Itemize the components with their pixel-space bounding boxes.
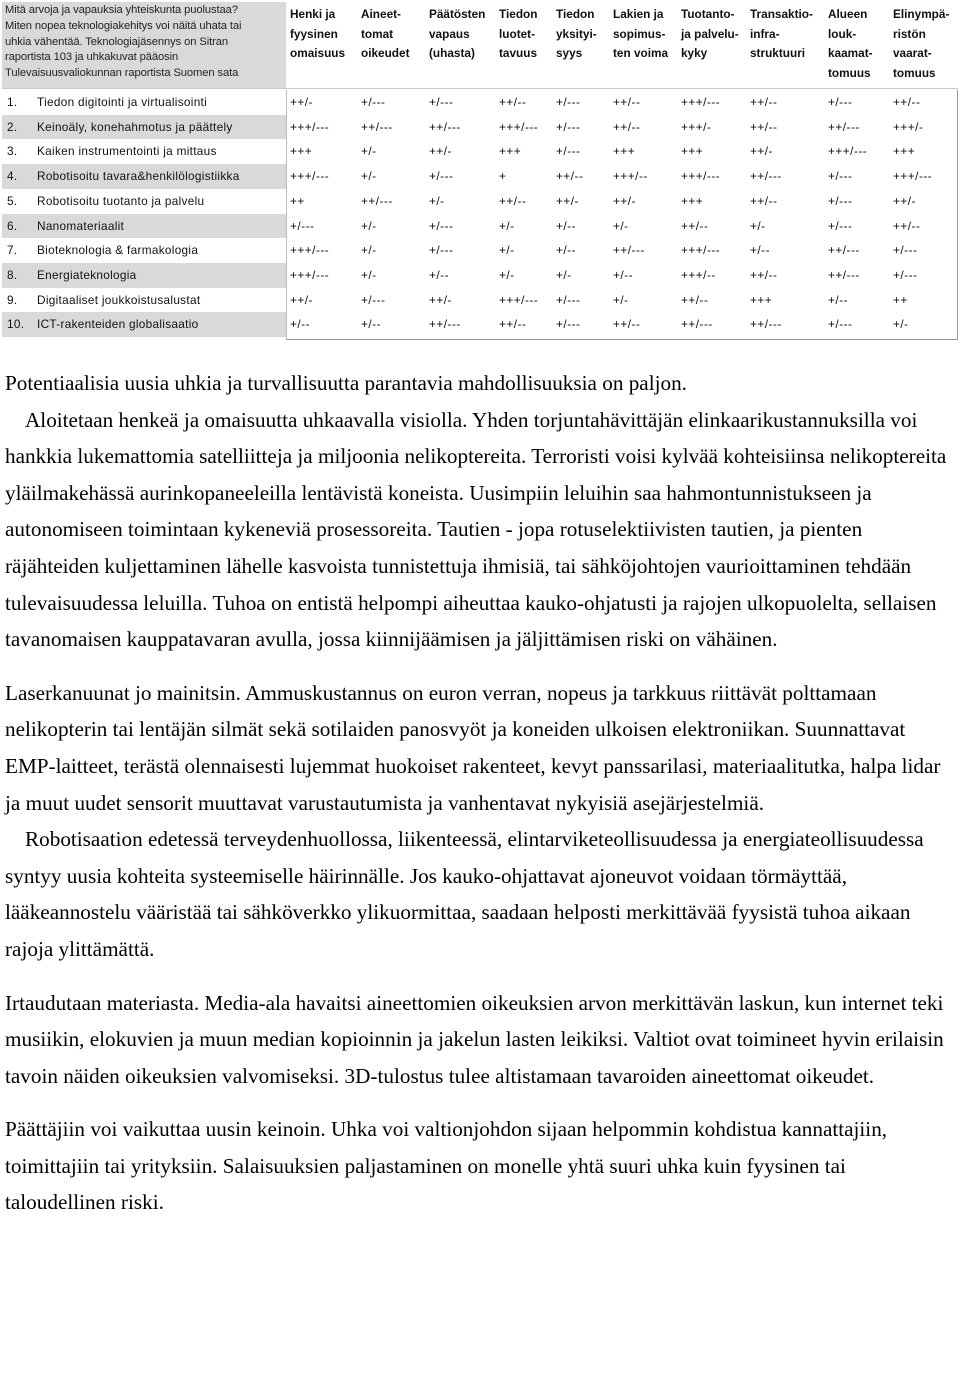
- column-header: Alueen louk- kaamat- tomuus: [828, 7, 873, 80]
- paragraph-intangible-rights: Irtaudutaan materiasta. Media-ala havaitsi aineettomien oikeuksien arvon merkittävän laskun, kun internet teki musiikin, elokuvien ja muun median kopioinnin ja jakelun lasten leikiksi. Valtiot ovat toimineet hyvin erilaisin tavoin näiden oikeuksien valvomiseksi. 3D-tulostus tulee altistamaan tavaroiden aineettomat oikeudet.: [5, 990, 944, 1088]
- row-label: [2, 288, 286, 313]
- threat-matrix-table: [2, 2, 958, 342]
- table-cell: +/--: [613, 267, 634, 282]
- row-technology: Energiateknologia: [37, 267, 137, 282]
- row-number: 8.: [7, 267, 18, 282]
- row-label: [2, 189, 286, 214]
- table-cell: ++/--: [750, 267, 778, 282]
- table-cell: ++/-: [429, 144, 452, 159]
- table-cell: ++/--: [499, 317, 527, 332]
- table-row: [2, 238, 958, 263]
- table-cell: +/---: [828, 218, 853, 233]
- caption-line: Tulevaisuusvaliokunnan raportista Suomen sata: [5, 67, 239, 80]
- table-cell: +/---: [556, 317, 581, 332]
- table-cell: ++/-: [750, 144, 773, 159]
- table-cell: +/---: [556, 119, 581, 134]
- table-cell: ++/---: [613, 243, 645, 258]
- table-cell: ++/---: [429, 317, 461, 332]
- row-technology: Robotisoitu tuotanto ja palvelu: [37, 193, 205, 208]
- table-cell: ++/---: [828, 267, 860, 282]
- table-row: [2, 90, 958, 115]
- table-cell: +/---: [556, 144, 581, 159]
- table-cell: +/---: [828, 169, 853, 184]
- table-cell: ++/-: [290, 292, 313, 307]
- row-technology: Nanomateriaalit: [37, 218, 125, 233]
- table-cell: ++/---: [828, 119, 860, 134]
- table-cell: +/---: [828, 95, 853, 109]
- table-cell: +++/---: [681, 243, 721, 258]
- column-header: Tiedon luotet- tavuus: [499, 7, 538, 60]
- table-cell: +++/-: [893, 119, 924, 134]
- column-header: Henki ja fyysinen omaisuus: [290, 7, 346, 60]
- table-row: [2, 189, 958, 214]
- table-cell: ++/--: [556, 169, 584, 184]
- table-cell: +/---: [429, 218, 454, 233]
- row-number: 4.: [7, 169, 18, 184]
- table-cell: +++: [613, 144, 636, 159]
- table-cell: +/-: [361, 144, 377, 159]
- table-cell: +++/--: [681, 267, 716, 282]
- caption-line: uhkia vähentää. Teknologiajäsennys on Sitran: [5, 35, 229, 48]
- table-cell: ++/--: [750, 95, 778, 109]
- table-cell: +++: [893, 144, 916, 159]
- table-cell: +++: [499, 144, 522, 159]
- row-number: 3.: [7, 144, 18, 159]
- table-row: [2, 288, 958, 313]
- table-cell: +/-: [361, 169, 377, 184]
- table-row: [2, 312, 958, 337]
- table-cell: ++/--: [893, 218, 921, 233]
- column-header: Elinympä- ristön vaarat- tomuus: [893, 7, 950, 80]
- row-number: 1.: [7, 95, 18, 109]
- row-number: 5.: [7, 193, 18, 208]
- table-cell: ++/--: [499, 193, 527, 208]
- row-technology: Robotisoitu tavara&henkilölogistiikka: [37, 169, 240, 184]
- table-cell: +/---: [828, 317, 853, 332]
- row-number: 9.: [7, 292, 18, 307]
- caption-line: raportista 103 ja uhkakuvat pääosin: [5, 51, 179, 64]
- table-cell: +++/---: [290, 267, 330, 282]
- table-cell: ++/--: [893, 95, 921, 109]
- table-cell: ++/---: [750, 317, 782, 332]
- table-cell: +++/---: [290, 119, 330, 134]
- table-cell: ++/--: [613, 119, 641, 134]
- row-number: 7.: [7, 243, 18, 258]
- table-cell: ++/-: [429, 292, 452, 307]
- table-cell: +/---: [290, 218, 315, 233]
- table-cell: ++/--: [613, 95, 641, 109]
- row-technology: Digitaaliset joukkoistusalustat: [37, 292, 201, 307]
- table-cell: +++/---: [499, 292, 539, 307]
- row-label: [2, 312, 286, 337]
- column-header: Lakien ja sopimus- ten voima: [613, 7, 669, 60]
- column-header: Tiedon yksityi- syys: [556, 7, 597, 60]
- table-cell: +++/---: [893, 169, 933, 184]
- table-cell: +++/-: [681, 119, 712, 134]
- column-header: Aineet- tomat oikeudet: [361, 7, 410, 60]
- row-label: [2, 214, 286, 239]
- column-header: Transaktio- infra- struktuuri: [750, 7, 813, 60]
- paragraph-physical-threats: Aloitetaan henkeä ja omaisuutta uhkaavalla visiolla. Yhden torjuntahävittäjän elinkaarikustannuksilla voi hankkia lukemattomia satelliitteja ja miljoonia nelikoptereita. Terroristi voisi kylvää kohteisiinsa nelikoptereita yläilmakehässä aurinkopaneeleilla lentävistä koneista. Uusimpiin leluihin saa hahmontunnistukseen ja autonomiseen toimintaan kykeneviä prosessoreita. Tautien - jopa rotuselektiivisten tautien, ja pienten räjähteiden kuljettaminen lähelle kasvoista tunnistettuja ihmisiä, tai sähköjohtojen vaurioittaminen tehdään tulevaisuudessa leluilla. Tuhoa on entistä helpompi aiheuttaa kauko-ohjatusti ja rajojen ulkopuolelta, sellaisen tavanomaisen kauppatavaran avulla, jossa kiinnijäämisen ja jäljittämisen riski on vähäinen.: [5, 407, 947, 652]
- table-caption: [2, 2, 286, 88]
- table-header-row: [2, 2, 958, 88]
- table-cell: +/-: [361, 218, 377, 233]
- row-technology: Bioteknologia & farmakologia: [37, 243, 199, 258]
- table-cell: +/---: [429, 169, 454, 184]
- table-cell: +/-: [613, 292, 629, 307]
- table-cell: +/---: [361, 95, 386, 109]
- table-cell: ++/--: [681, 218, 709, 233]
- table-cell: +/-: [499, 243, 515, 258]
- table-cell: +/-: [613, 218, 629, 233]
- table-cell: +/--: [556, 218, 577, 233]
- table-cell: ++/---: [361, 193, 393, 208]
- row-label: [2, 263, 286, 288]
- table-body: [2, 90, 958, 340]
- table-cell: +/-: [556, 267, 572, 282]
- paragraph-robotisation: Robotisaation edetessä terveydenhuollossa, liikenteessä, elintarviketeollisuudessa ja energiateollisuudessa syntyy uusia kohteita systeemiselle häirinnälle. Jos kauko-ohjattavat ajoneuvot voidaan törmäyttää, lääkeannostelu vääristää tai sähköverkko ylikuormittaa, saadaan helposti merkittävää fyysistä tuhoa aikaan rajoja ylittämättä.: [5, 827, 924, 961]
- table-cell: +++: [750, 292, 773, 307]
- body-text: [5, 365, 957, 1221]
- table-cell: ++/-: [290, 95, 313, 109]
- table-cell: ++/-: [893, 193, 916, 208]
- table-cell: ++/---: [681, 317, 713, 332]
- table-cell: ++/---: [750, 169, 782, 184]
- paragraph-decision-makers: Päättäjiin voi vaikuttaa uusin keinoin. Uhka voi valtionjohdon sijaan helpommin kohdistua kannattajiin, toimittajiin tai yrityksiin. Salaisuuksien paljastaminen on monelle yhtä suuri uhka kuin fyysinen tai taloudellinen riski.: [5, 1117, 888, 1215]
- table-cell: +/-: [499, 218, 515, 233]
- table-cell: +++/--: [613, 169, 648, 184]
- table-cell: +++/---: [499, 119, 539, 134]
- table-cell: +++/---: [290, 169, 330, 184]
- table-cell: +++/---: [681, 169, 721, 184]
- table-cell: +/-: [499, 267, 515, 282]
- table-cell: +/---: [361, 292, 386, 307]
- caption-line: Mitä arvoja ja vapauksia yhteiskunta puolustaa?: [5, 4, 238, 16]
- table-cell: +++/---: [681, 95, 721, 109]
- row-technology: Tiedon digitointi ja virtualisointi: [37, 95, 208, 109]
- table-cell: +++/---: [828, 144, 868, 159]
- table-cell: ++: [290, 193, 305, 208]
- table-cell: +/---: [828, 193, 853, 208]
- table-cell: +/--: [290, 317, 311, 332]
- table-cell: +++: [681, 144, 704, 159]
- table-cell: +++: [681, 193, 704, 208]
- table-cell: +/--: [750, 243, 771, 258]
- table-cell: +/---: [556, 95, 581, 109]
- table-cell: +/--: [429, 267, 450, 282]
- table-cell: ++/-: [556, 193, 579, 208]
- row-label: [2, 139, 286, 164]
- table-cell: +/---: [893, 243, 918, 258]
- table-cell: +/---: [893, 267, 918, 282]
- table-cell: ++/---: [429, 119, 461, 134]
- table-cell: ++/--: [681, 292, 709, 307]
- table-cell: ++/--: [499, 95, 527, 109]
- row-number: 10.: [7, 317, 25, 332]
- table-cell: +/---: [429, 243, 454, 258]
- table-row: [2, 263, 958, 288]
- table-cell: +/---: [556, 292, 581, 307]
- table-cell: ++/---: [361, 119, 393, 134]
- table-cell: ++/---: [828, 243, 860, 258]
- table-cell: +++/---: [290, 243, 330, 258]
- caption-line: Miten nopea teknologiakehitys voi näitä uhata tai: [5, 19, 242, 32]
- row-label: [2, 115, 286, 140]
- table-cell: +/--: [361, 317, 382, 332]
- table-cell: +/-: [361, 243, 377, 258]
- table-cell: +: [499, 169, 507, 184]
- table-cell: +/---: [429, 95, 454, 109]
- header-divider: [2, 88, 958, 89]
- table-cell: ++/--: [750, 193, 778, 208]
- table-row: [2, 139, 958, 164]
- table-cell: ++/--: [750, 119, 778, 134]
- table-cell: ++/-: [613, 193, 636, 208]
- column-header: Päätösten vapaus (uhasta): [429, 7, 486, 60]
- column-header: Tuotanto- ja palvelu- kyky: [681, 7, 739, 60]
- paragraph-intro: Potentiaalisia uusia uhkia ja turvallisuutta parantavia mahdollisuuksia on paljon.: [5, 371, 687, 395]
- table-cell: +/-: [361, 267, 377, 282]
- table-cell: +/-: [893, 317, 909, 332]
- table-cell: +/-: [750, 218, 766, 233]
- table-cell: +/--: [828, 292, 849, 307]
- table-row: [2, 164, 958, 189]
- paragraph-lasers: Laserkanuunat jo mainitsin. Ammuskustannus on euron verran, nopeus ja tarkkuus riittävät polttamaan nelikopterin tai lentäjän silmät sekä sotilaiden panosvyöt ja koneiden ulkoisen elektroniikan. Suunnattavat EMP-laitteet, terästä olennaisesti lujemmat huokoiset rakenteet, kevyt panssarilasi, materiaalitutka, halpa lidar ja muut uudet sensorit muuttavat varustautumista ja vanhentavat nykyisiä asejärjestelmiä.: [5, 680, 941, 815]
- row-number: 2.: [7, 119, 18, 134]
- row-label: [2, 164, 286, 189]
- table-cell: ++: [893, 292, 908, 307]
- table-cell: +/--: [556, 243, 577, 258]
- table-row: [2, 115, 958, 140]
- table-cell: +/-: [429, 193, 445, 208]
- row-technology: Kaiken instrumentointi ja mittaus: [37, 144, 217, 159]
- table-cell: +++: [290, 144, 313, 159]
- row-technology: ICT-rakenteiden globalisaatio: [37, 317, 199, 332]
- table-row: [2, 214, 958, 239]
- row-number: 6.: [7, 218, 18, 233]
- table-cell: ++/--: [613, 317, 641, 332]
- row-label: [2, 238, 286, 263]
- row-label: [2, 90, 286, 115]
- row-technology: Keinoäly, konehahmotus ja päättely: [37, 119, 233, 134]
